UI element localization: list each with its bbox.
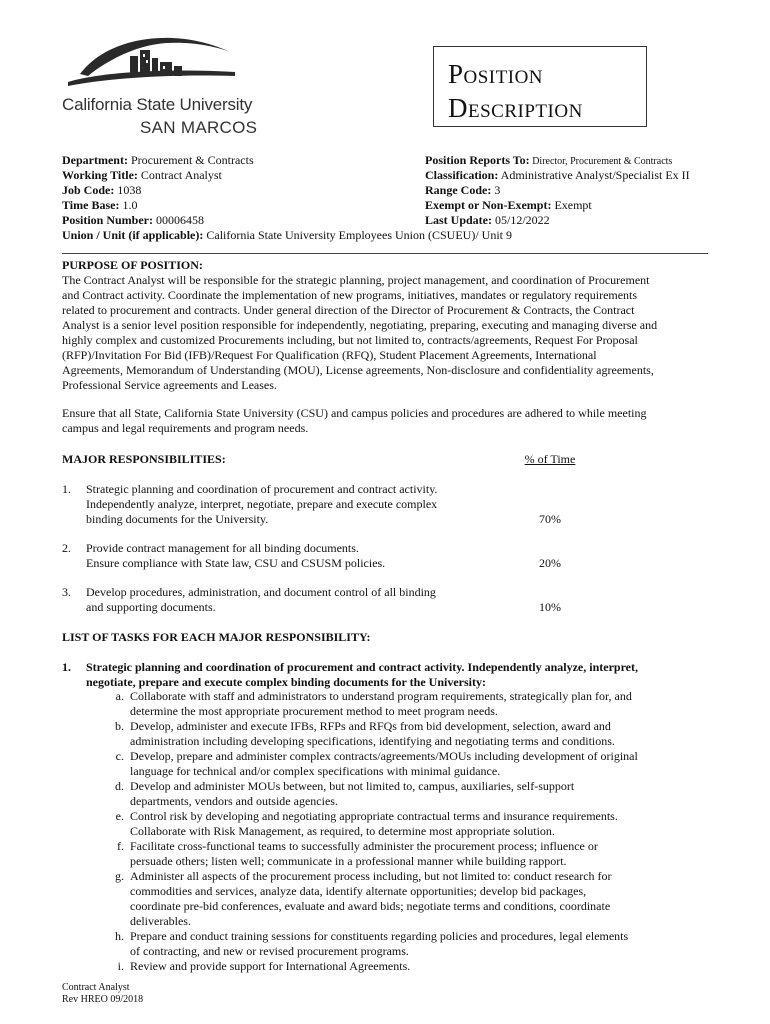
meta-job-code: Job Code: 1038 — [62, 183, 142, 197]
compliance-paragraph: Ensure that all State, California State University (CSU) and campus policies and procedures are adhered to while meeting campus and legal requirements and program needs. — [62, 406, 647, 435]
major-item-3-pct: 10% — [539, 600, 561, 614]
meta-exempt: Exempt or Non-Exempt: Exempt — [425, 198, 592, 212]
meta-reports-to: Position Reports To: Director, Procurement & Contracts — [425, 153, 673, 167]
task-item: Control risk by developing and negotiating appropriate contractual terms and insurance requirements. Collaborate with Risk Management, as required, to determine most appropriate solution. — [130, 809, 618, 838]
task-letter: g. — [115, 869, 124, 883]
meta-range-code: Range Code: 3 — [425, 183, 501, 197]
divider — [62, 253, 708, 254]
purpose-paragraph: The Contract Analyst will be responsible for the strategic planning, project management, and coordination of Procurement and Contract activity. Coordinate the implementation of new programs, initiatives, mandates or regulatory requirements related to procurement and contracts. Under general direction of the Director of Procurement & Contracts, the Contract Analyst is a senior level position responsible for independently, negotiating, preparing, executing and managing diverse and highly complex and customized Procurements including, but not limited to, contracts/agreements, Request For Proposal (RFP)/Invitation For Bid (IFB)/Request For Qualification (RFQ), Student Placement Agreements, International Agreements, Memorandum of Understanding (MOU), License agreements, Non-disclosure and confidentiality agreements, Professional Service agreements and Leases. — [62, 273, 658, 392]
meta-classification: Classification: Administrative Analyst/Specialist Ex II — [425, 168, 690, 182]
task-item: Administer all aspects of the procurement process including, but not limited to: conduct research for commodities and services, analyze data, identify alternate opportunities; develop bid packages, coordinate pre-bid conferences, evaluate and award bids; negotiate terms and conditions, coordinate deliverables. — [130, 869, 612, 928]
meta-last-update: Last Update: 05/12/2022 — [425, 213, 550, 227]
major-item-1-num: 1. — [62, 482, 71, 496]
major-item-1: Strategic planning and coordination of procurement and contract activity. Independently analyze, interpret, negotiate, prepare and execute complex binding documents for the University. — [86, 482, 438, 526]
footer: Contract Analyst Rev HREO 09/2018 — [62, 982, 144, 1005]
task-letter: f. — [117, 839, 124, 853]
task-letter: b. — [115, 719, 124, 733]
task-item: Facilitate cross-functional teams to successfully administer the procurement process; influence or persuade others; listen well; communicate in a professional manner while building rapport. — [130, 839, 598, 868]
logo-campus-name: SAN MARCOS — [140, 118, 258, 137]
meta-union: Union / Unit (if applicable): California State University Employees Union (CSUEU)/ Unit 9 — [62, 228, 512, 242]
major-item-3: Develop procedures, administration, and document control of all binding and supporting documents. — [86, 585, 436, 614]
major-item-1-pct: 70% — [539, 512, 561, 526]
title-line-1: Position — [448, 59, 544, 89]
title-line-2: Description — [448, 93, 583, 123]
task-letter: h. — [115, 929, 124, 943]
task-item: Develop, prepare and administer complex contracts/agreements/MOUs including development of original language for technical and/or complex specifications with minimal guidance. — [130, 749, 638, 778]
task-group-title: Strategic planning and coordination of procurement and contract activity. Independently analyze, interpret, negotiate, prepare and execute complex binding documents for the University: — [86, 660, 638, 689]
percent-time-heading: % of Time — [524, 452, 576, 466]
major-item-2-num: 2. — [62, 541, 71, 555]
logo-university-name: California State University — [62, 95, 253, 114]
task-group-num: 1. — [62, 660, 71, 674]
meta-department: Department: Procurement & Contracts — [62, 153, 254, 167]
task-item: Develop and administer MOUs between, but not limited to, campus, auxiliaries, self-support departments, vendors and outside agencies. — [130, 779, 575, 808]
task-letter: d. — [115, 779, 124, 793]
major-item-3-num: 3. — [62, 585, 71, 599]
task-item: Collaborate with staff and administrators to understand program requirements, strategically plan for, and determine the most appropriate procurement method to meet program needs. — [130, 689, 632, 718]
major-item-2-pct: 20% — [539, 556, 561, 570]
meta-working-title: Working Title: Contract Analyst — [62, 168, 222, 182]
csu-logo-mark — [60, 32, 280, 94]
meta-position-number: Position Number: 00006458 — [62, 213, 204, 227]
task-item: Review and provide support for International Agreements. — [130, 959, 411, 973]
task-item: Develop, administer and execute IFBs, RFPs and RFQs from bid development, selection, award and administration including developing specifications, identifying and negotiating terms and conditions. — [130, 719, 615, 748]
purpose-heading: PURPOSE OF POSITION: — [62, 258, 203, 272]
meta-time-base: Time Base: 1.0 — [62, 198, 138, 212]
tasks-heading: LIST OF TASKS FOR EACH MAJOR RESPONSIBILITY: — [62, 630, 371, 644]
major-heading: MAJOR RESPONSIBILITIES: — [62, 452, 226, 466]
task-letter: c. — [115, 749, 124, 763]
task-letter: i. — [117, 959, 124, 973]
task-item: Prepare and conduct training sessions for constituents regarding policies and procedures, legal elements of contracting, and new or revised procurement programs. — [130, 929, 629, 958]
task-letter: a. — [115, 689, 124, 703]
position-description-title-box — [433, 46, 647, 127]
task-letter: e. — [115, 809, 124, 823]
major-item-2: Provide contract management for all binding documents. Ensure compliance with State law, CSU and CSUSM policies. — [86, 541, 386, 570]
